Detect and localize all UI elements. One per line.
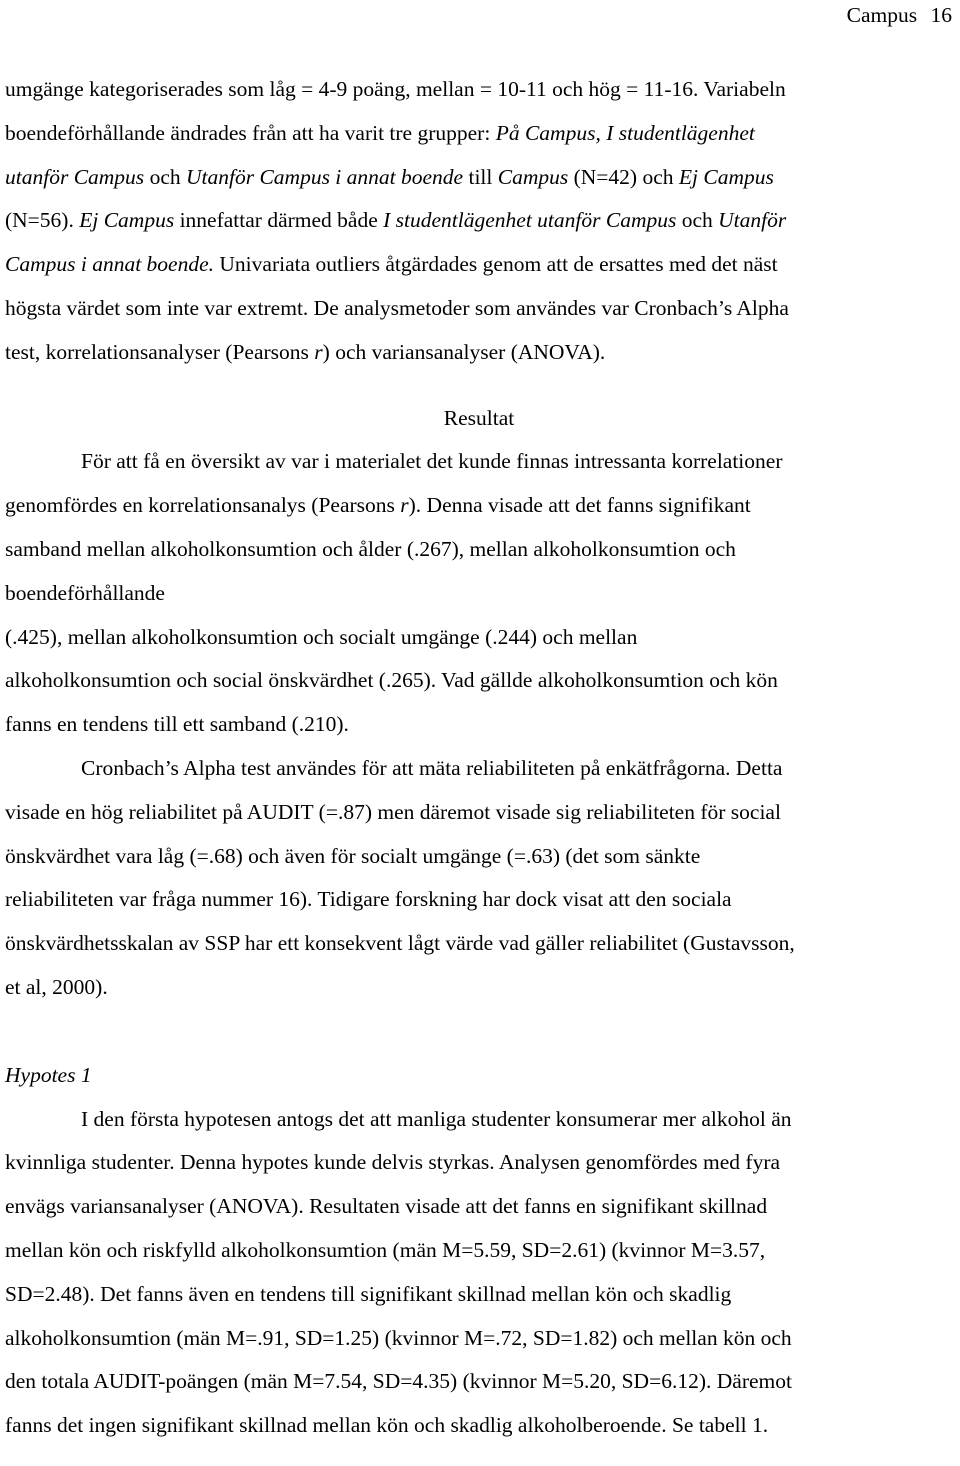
text-line — [5, 703, 953, 747]
italic-run: Utanför Campus i annat boende — [185, 164, 464, 189]
text-run: test, korrelationsanalyser (Pearsons — [5, 339, 315, 364]
text-line — [5, 440, 953, 484]
text-run: den totala AUDIT-poängen (män M=7.54, SD=4.35) (kvinnor M=5.20, SD=6.12). Däremot — [5, 1369, 792, 1394]
text-run: högsta värdet som inte var extremt. De analysmetoder som användes var Cronbach’s Alpha — [5, 295, 789, 320]
text-line — [5, 243, 953, 287]
text-line — [5, 199, 953, 243]
text-run: kvinnliga studenter. Denna hypotes kunde delvis styrkas. Analysen genomfördes med fyra — [5, 1150, 781, 1175]
text-run: innefattar därmed både — [174, 208, 384, 233]
text-line — [5, 68, 953, 112]
text-run: I den första hypotesen antogs det att manliga studenter konsumerar mer alkohol än — [81, 1106, 792, 1131]
text-line — [5, 878, 953, 922]
italic-run: r — [400, 493, 409, 518]
hypothesis-1-paragraph — [5, 1098, 953, 1448]
running-head-title: Campus — [846, 3, 918, 27]
text-run: Cronbach’s Alpha test användes för att mäta reliabiliteten på enkätfrågorna. Detta — [81, 755, 783, 780]
text-run: (.425), mellan alkoholkonsumtion och socialt umgänge (.244) och mellan — [5, 624, 638, 649]
section-gap — [5, 375, 953, 397]
text-line — [5, 287, 953, 331]
italic-run: Ej Campus — [678, 164, 774, 189]
text-run: ). Denna visade att det fanns signifikant — [408, 493, 751, 518]
section-heading-results: Resultat — [443, 405, 515, 430]
text-run: visade en hög reliabilitet på AUDIT (=.87) men däremot visade sig reliabiliteten för social — [5, 799, 781, 824]
text-run: önskvärdhet vara låg (=.68) och även för socialt umgänge (=.63) (det som sänkte — [5, 843, 701, 868]
text-line — [5, 835, 953, 879]
text-line — [5, 484, 953, 528]
text-line — [5, 1141, 953, 1185]
text-run: boendeförhållande — [5, 580, 165, 605]
text-run: alkoholkonsumtion (män M=.91, SD=1.25) (kvinnor M=.72, SD=1.82) och mellan kön och — [5, 1325, 792, 1350]
text-line — [5, 572, 953, 616]
text-line — [5, 659, 953, 703]
results-paragraph-2 — [5, 747, 953, 1010]
text-run: et al, 2000). — [5, 974, 108, 999]
text-line — [5, 112, 953, 156]
italic-run: Utanför — [718, 208, 787, 233]
text-run: genomfördes en korrelationsanalys (Pearsons — [5, 493, 401, 518]
text-line — [5, 1098, 953, 1142]
italic-run: Campus — [497, 164, 569, 189]
method-paragraph — [5, 68, 953, 375]
italic-run: I studentlägenhet utanför Campus — [383, 208, 677, 233]
text-run: (N=56). — [5, 208, 80, 233]
text-line — [5, 966, 953, 1010]
results-paragraph-1 — [5, 440, 953, 747]
text-line — [5, 922, 953, 966]
text-run: och — [676, 208, 719, 233]
italic-run: Campus i annat boende. — [5, 252, 215, 277]
text-line — [5, 1273, 953, 1317]
text-run: mellan kön och riskfylld alkoholkonsumtion (män M=5.59, SD=2.61) (kvinnor M=3.57, — [5, 1237, 766, 1262]
italic-run: Ej Campus — [79, 208, 175, 233]
text-line — [5, 331, 953, 375]
section-heading-hypothesis-1: Hypotes 1 — [5, 1062, 92, 1087]
text-line — [5, 1404, 953, 1448]
text-run: alkoholkonsumtion och social önskvärdhet (.265). Vad gällde alkoholkonsumtion och kön — [5, 668, 778, 693]
text-run: ) och variansanalyser (ANOVA). — [322, 339, 606, 364]
text-run: önskvärdhetsskalan av SSP har ett konsekvent lågt värde vad gäller reliabilitet (Gustavsson, — [5, 931, 795, 956]
italic-run: r — [314, 339, 323, 364]
text-run: envägs variansanalyser (ANOVA). Resultaten visade att det fanns en signifikant skillnad — [5, 1194, 768, 1219]
text-run: samband mellan alkoholkonsumtion och ålder (.267), mellan alkoholkonsumtion och — [5, 536, 736, 561]
section-gap — [5, 1010, 953, 1054]
text-run: reliabiliteten var fråga nummer 16). Tidigare forskning har dock visat att den sociala — [5, 887, 732, 912]
text-line — [5, 528, 953, 572]
text-line — [5, 1229, 953, 1273]
text-run: boendeförhållande ändrades från att ha varit tre grupper: — [5, 120, 496, 145]
text-run: För att få en översikt av var i materialet det kunde finnas intressanta korrelationer — [81, 449, 783, 474]
running-header — [847, 2, 952, 28]
text-line — [5, 1360, 953, 1404]
text-line — [5, 156, 953, 200]
text-line — [5, 1185, 953, 1229]
italic-run: På Campus, I studentlägenhet — [495, 120, 755, 145]
text-run: fanns en tendens till ett samband (.210). — [5, 712, 349, 737]
text-run: umgänge kategoriserades som låg = 4-9 poäng, mellan = 10-11 och hög = 11-16. Variabeln — [5, 77, 786, 101]
text-line — [5, 1317, 953, 1361]
text-run: fanns det ingen signifikant skillnad mellan kön och skadlig alkoholberoende. Se tabell 1. — [5, 1413, 769, 1438]
text-run: och — [144, 164, 186, 189]
page-body — [5, 68, 953, 1448]
italic-run: utanför Campus — [5, 164, 145, 189]
text-line — [5, 747, 953, 791]
text-line — [5, 616, 953, 660]
text-run: (N=42) och — [568, 164, 679, 189]
text-line — [5, 791, 953, 835]
text-run: till — [463, 164, 498, 189]
text-run: Univariata outliers åtgärdades genom att de ersattes med det näst — [214, 252, 778, 277]
page-number: 16 — [930, 3, 952, 27]
text-run: SD=2.48). Det fanns även en tendens till signifikant skillnad mellan kön och skadlig — [5, 1281, 732, 1306]
